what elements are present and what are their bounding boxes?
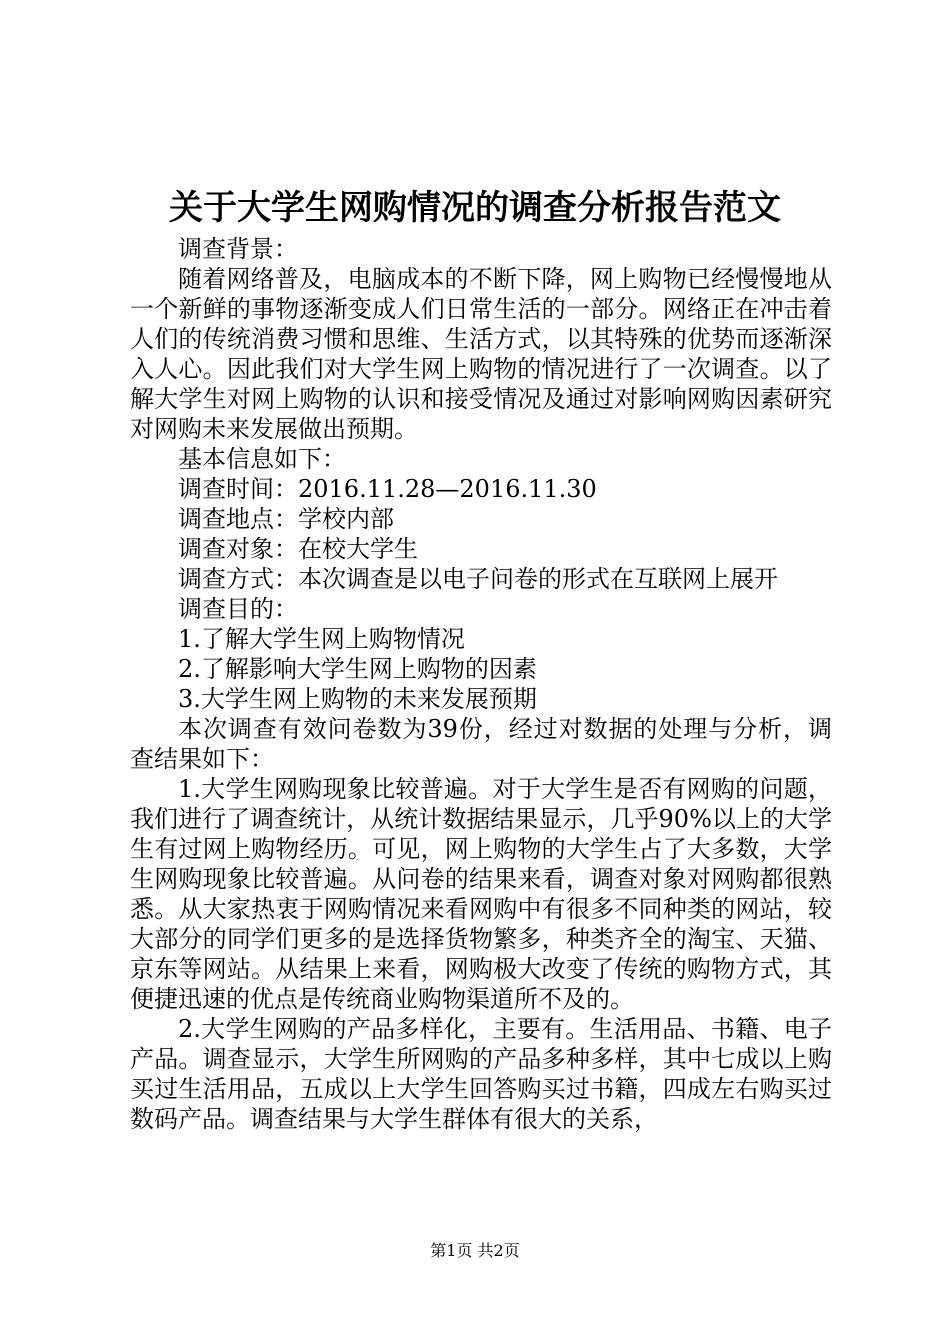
paragraph-background: 随着网络普及，电脑成本的不断下降，网上购物已经慢慢地从一个新鲜的事物逐渐变成人们日常生活的一部分。网络正在冲击着人们的传统消费习惯和思维、生活方式，以其特殊的优势而逐渐深入人心。因此我们对大学生网上购物的情况进行了一次调查。以了解大学生对网上购物的认识和接受情况及通过对影响网购因素研究对网购未来发展做出预期。 <box>130 265 832 443</box>
paragraph-basic-info-heading: 基本信息如下： <box>178 445 346 473</box>
paragraph-survey-method: 调查方式：本次调查是以电子问卷的形式在互联网上展开 <box>178 565 778 593</box>
paragraph-purpose-heading: 调查目的： <box>178 595 298 623</box>
paragraph-results-intro: 本次调查有效问卷数为39份，经过对数据的处理与分析，调查结果如下： <box>130 715 832 773</box>
paragraph-result-1: 1.大学生网购现象比较普遍。对于大学生是否有网购的问题，我们进行了调查统计，从统计数据结果显示，几乎90%以上的大学生有过网上购物经历。可见，网上购物的大学生占了大多数，大学生网购现象比较普遍。从问卷的结果来看，调查对象对网购都很熟悉。从大家热衷于网购情况来看网购中有很多不同种类的网站，较大部分的同学们更多的是选择货物繁多，种类齐全的淘宝、天猫、京东等网站。从结果上来看，网购极大改变了传统的购物方式，其便捷迅速的优点是传统商业购物渠道所不及的。 <box>130 775 832 1013</box>
document-title: 关于大学生网购情况的调查分析报告范文 <box>169 188 781 228</box>
page-footer: 第1页 共2页 <box>430 1241 520 1260</box>
paragraph-purpose-2: 2.了解影响大学生网上购物的因素 <box>178 655 537 683</box>
document-body <box>130 234 832 1134</box>
paragraph-purpose-3: 3.大学生网上购物的未来发展预期 <box>178 685 537 713</box>
paragraph-background-heading: 调查背景： <box>178 235 298 263</box>
paragraph-purpose-1: 1.了解大学生网上购物情况 <box>178 625 465 653</box>
paragraph-survey-location: 调查地点：学校内部 <box>178 505 394 533</box>
paragraph-survey-subject: 调查对象：在校大学生 <box>178 535 418 563</box>
paragraph-result-2: 2.大学生网购的产品多样化，主要有。生活用品、书籍、电子产品。调查显示，大学生所网购的产品多种多样，其中七成以上购买过生活用品，五成以上大学生回答购买过书籍，四成左右购买过数码产品。调查结果与大学生群体有很大的关系， <box>130 1015 832 1133</box>
paragraph-survey-time: 调查时间：2016.11.28—2016.11.30 <box>178 475 597 503</box>
